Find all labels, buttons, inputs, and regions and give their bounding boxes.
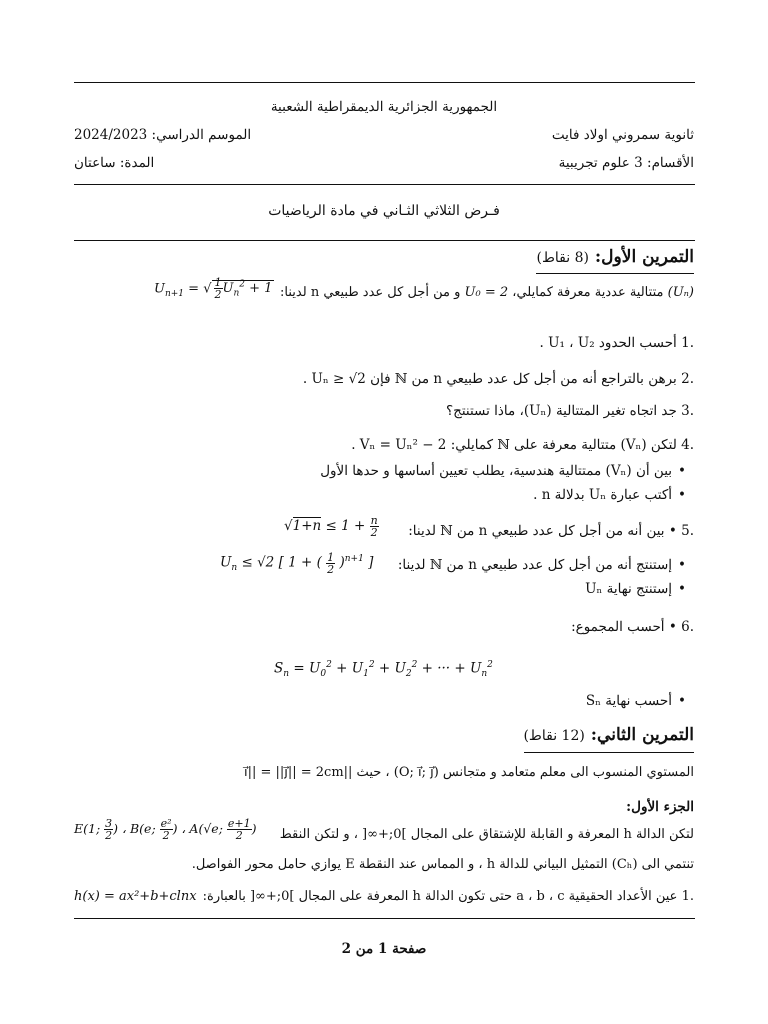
ex2-q1-text: عين الأعداد الحقيقية a ، b ، c حتى تكون الدالة h المعرفة على المجال ]0;+∞[ بالعبارة: [202,889,678,904]
exercise1-title: التمرين الأول: [594,247,694,267]
school-name: ثانوية سمروني اولاد فايت [551,127,694,143]
ex1-item-4a: • بين أن (Vₙ) ممتتالية هندسية، يطلب تعيين أساسها و حدها الأول [320,462,686,480]
ex1-item-4-num: .4 [681,437,694,453]
exercise2-heading [523,726,694,745]
ex1-sum-formula: $S_n = U_0^2 + U_1^2 + U_2^2$ + ··· + $U_n^2$ [274,660,493,680]
ex1-item-3-text: جد اتجاه تغير المتتالية (Uₙ)، ماذا تستنتج؟ [445,403,677,419]
ex1-recurrence-formula: $U_{n+1}$ = √ $\frac{1}{2}$ $U_n^2 + 1$ [154,276,273,302]
exercise2-points: (12 نقاط) [523,728,585,744]
exercise1-heading [536,248,694,267]
ex2-q1-formula: h(x) = ax²+b+clnx [74,889,197,904]
ex1-item-1-num: .1 [681,335,694,351]
ex2-points-list: E(1; $\frac{3}{2}$ ) ، B(e; $\frac{\text{e²}}{2}$ ) ، A(√e; $\frac{e+1}{2}$ ) [74,817,257,842]
exercise2-title: التمرين الثاني: [590,725,694,745]
ex1-item-6 [571,618,694,636]
ex1-item-6-text: • أحسب المجموع: [571,619,677,635]
ex1-intro-text: متتالية عددية معرفة كمايلي، [512,285,664,300]
ex1-un-name: (Uₙ) [667,285,694,300]
ex2-q1 [203,888,694,906]
ex2-part1-title: الجزء الأول: [626,799,694,815]
ex1-item-3 [446,402,694,420]
top-rule [74,82,695,83]
ex1-item-5-inequality: √1+n ≤ 1 + $\frac{n}{2}$ [284,514,378,539]
ex2-q1-num: .1 [681,889,694,904]
ex1-item-4-text: لتكن (Vₙ) متتالية معرفة على ℕ كمايلي: Vₙ = Uₙ² − 2 . [351,437,677,453]
bottom-rule [74,918,695,919]
ex1-item-1 [540,334,695,352]
ex1-item-2 [303,370,694,388]
ex2-part1-line1: لتكن الدالة h المعرفة و القابلة للإشتقاق على المجال ]0;+∞[ ، و لتكن النقط [279,827,694,842]
header-rule [74,184,695,185]
ex1-item-5a: • إستنتج أنه من أجل كل عدد طبيعي n من ℕ لدينا: [398,556,686,574]
exercise2-underline [524,752,694,753]
exercise1-underline [536,273,694,274]
ex1-item-6-num: .6 [681,619,694,635]
ex1-item-5b: • إستنتج نهاية Uₙ [585,580,686,598]
duration-label: المدة: ساعتان [74,155,155,171]
title-rule [74,240,695,241]
page-number: صفحة 1 من 2 [341,941,427,957]
classes-label: الأقسام: 3 علوم تجريبية [558,155,694,171]
ex1-item-6a: • أحسب نهاية Sₙ [586,692,686,710]
exercise1-points: (8 نقاط) [536,250,589,266]
exam-title: فـرض الثلاثي الثـاني في مادة الرياضيات [268,203,500,219]
ex1-item-5a-inequality: $U_n \le √2$ [ 1 + ( $\frac{1}{2}$ )$^{n+1}$ ] [220,550,374,576]
ex1-item-5 [408,522,694,540]
ex1-item-5-text: • بين أنه من أجل كل عدد طبيعي n من ℕ لدينا: [408,523,677,539]
ex1-item-2-text: برهن بالتراجع أنه من أجل كل عدد طبيعي n من ℕ فإن Uₙ ≥ √2 . [302,371,677,387]
school-season: الموسم الدراسي: 2024/2023 [74,127,252,143]
ex1-u0: U₀ = 2 [464,285,509,300]
ex1-intro-mid: و من أجل كل عدد طبيعي n لدينا: [280,285,461,300]
ex1-intro [280,284,694,302]
ex1-item-4b: • أكتب عبارة Uₙ بدلالة n . [533,486,686,504]
ex2-intro: المستوي المنسوب الى معلم متعامد و متجانس (O; i⃗; j⃗) ، حيث ||i⃗|| = ||j⃗|| = 2cm [243,765,694,780]
republic-header: الجمهورية الجزائرية الديمقراطية الشعبية [270,99,498,115]
ex1-item-2-num: .2 [681,371,694,387]
ex1-item-5-num: .5 [681,523,694,539]
ex2-part1-line2: تنتمي الى (Cₕ) التمثيل البياني للدالة h ، و المماس عند النقطة E يوازي حامل محور الفواصل. [191,857,694,872]
ex1-item-3-num: .3 [681,403,694,419]
ex1-item-4 [351,436,694,454]
ex1-item-1-text: أحسب الحدود U₁ ، U₂ . [539,335,677,351]
